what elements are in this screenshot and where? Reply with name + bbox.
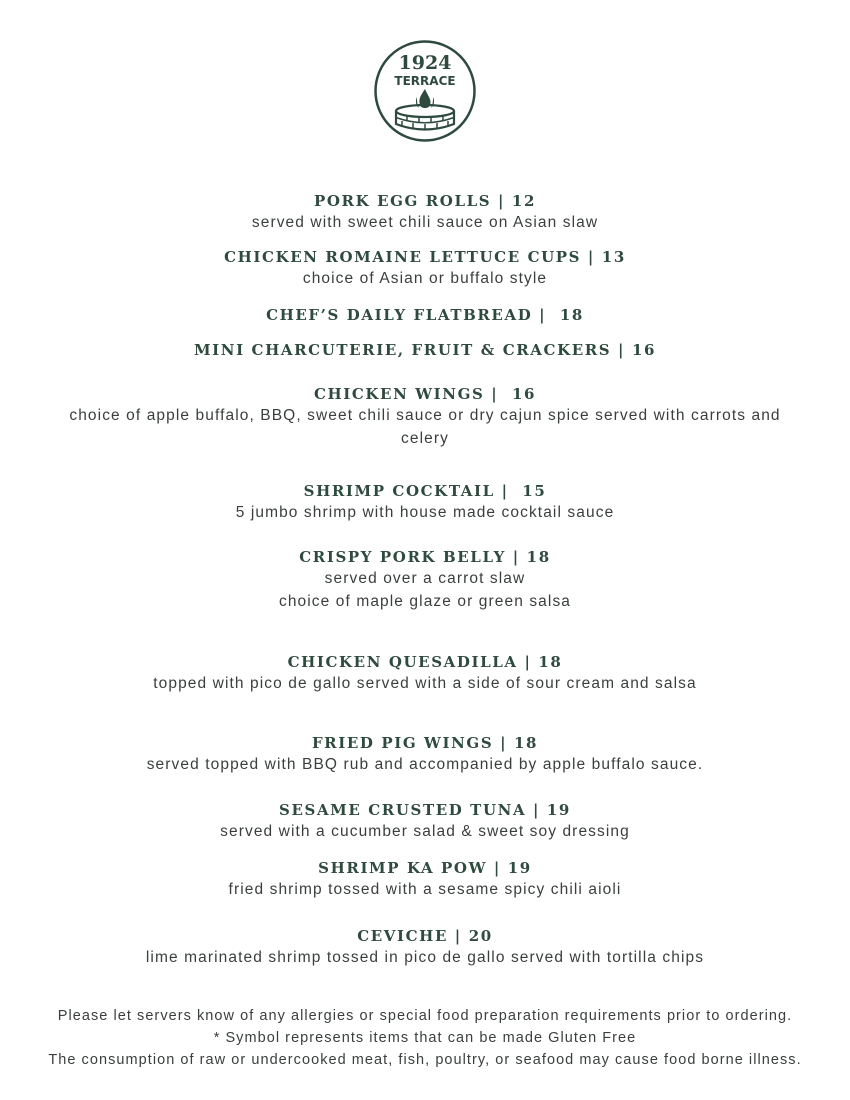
item-description-line-2: choice of maple glaze or green salsa (278, 593, 572, 610)
item-description: choice of Asian or buffalo style (302, 270, 548, 287)
item-name: CHEF’S DAILY FLATBREAD | 18 (266, 306, 584, 324)
item-name: CRISPY PORK BELLY | 18 (299, 548, 551, 566)
item-name: PORK EGG ROLLS | 12 (314, 192, 536, 210)
menu-item-shrimp-cocktail (0, 481, 850, 524)
menu-item-shrimp-ka-pow (0, 858, 850, 901)
menu-item-chicken-wings (0, 384, 850, 450)
food-safety-note: The consumption of raw or undercooked meat, fish, poultry, or seafood may cause food borne illness. (48, 1052, 802, 1068)
menu-item-pork-belly (0, 547, 850, 613)
item-name: CHICKEN WINGS | 16 (313, 385, 537, 403)
menu-item-flatbread (0, 305, 850, 325)
item-description: served over a carrot slaw (324, 570, 526, 587)
item-name: CHICKEN QUESADILLA | 18 (287, 653, 563, 671)
item-description: served with sweet chili sauce on Asian slaw (251, 214, 599, 231)
item-description: lime marinated shrimp tossed in pico de gallo served with tortilla chips (145, 949, 705, 966)
item-description: served with a cucumber salad & sweet soy dressing (220, 823, 630, 840)
menu-item-pig-wings (0, 733, 850, 776)
item-name: CHICKEN ROMAINE LETTUCE CUPS | 13 (224, 248, 626, 266)
item-description: served topped with BBQ rub and accompanied by apple buffalo sauce. (146, 756, 704, 773)
logo-name: TERRACE (394, 74, 456, 88)
item-name: MINI CHARCUTERIE, FRUIT & CRACKERS | 16 (193, 341, 657, 359)
item-name: SESAME CRUSTED TUNA | 19 (279, 801, 571, 819)
item-name: SHRIMP COCKTAIL | 15 (303, 482, 547, 500)
logo-year: 1924 (398, 52, 452, 74)
item-name: FRIED PIG WINGS | 18 (311, 734, 539, 752)
item-description: 5 jumbo shrimp with house made cocktail sauce (235, 504, 615, 521)
menu-item-pork-egg-rolls (0, 191, 850, 234)
menu-item-chicken-lettuce-cups (0, 247, 850, 290)
menu-item-quesadilla (0, 652, 850, 695)
gluten-free-note: * Symbol represents items that can be made Gluten Free (213, 1030, 637, 1046)
footer-notes (0, 1005, 850, 1071)
item-name: SHRIMP KA POW | 19 (318, 859, 532, 877)
item-description: fried shrimp tossed with a sesame spicy chili aioli (228, 881, 622, 898)
item-description: topped with pico de gallo served with a side of sour cream and salsa (153, 675, 697, 692)
fire-pit-icon (396, 89, 454, 130)
menu-item-ceviche (0, 926, 850, 969)
menu-item-charcuterie (0, 340, 850, 360)
allergy-note: Please let servers know of any allergies or special food preparation requirements prior to ordering. (57, 1008, 793, 1024)
item-description: choice of apple buffalo, BBQ, sweet chili sauce or dry cajun spice served with carrots and celery (69, 407, 781, 447)
item-name: CEVICHE | 20 (357, 927, 493, 945)
terrace-logo (373, 39, 477, 143)
menu-item-sesame-tuna (0, 800, 850, 843)
